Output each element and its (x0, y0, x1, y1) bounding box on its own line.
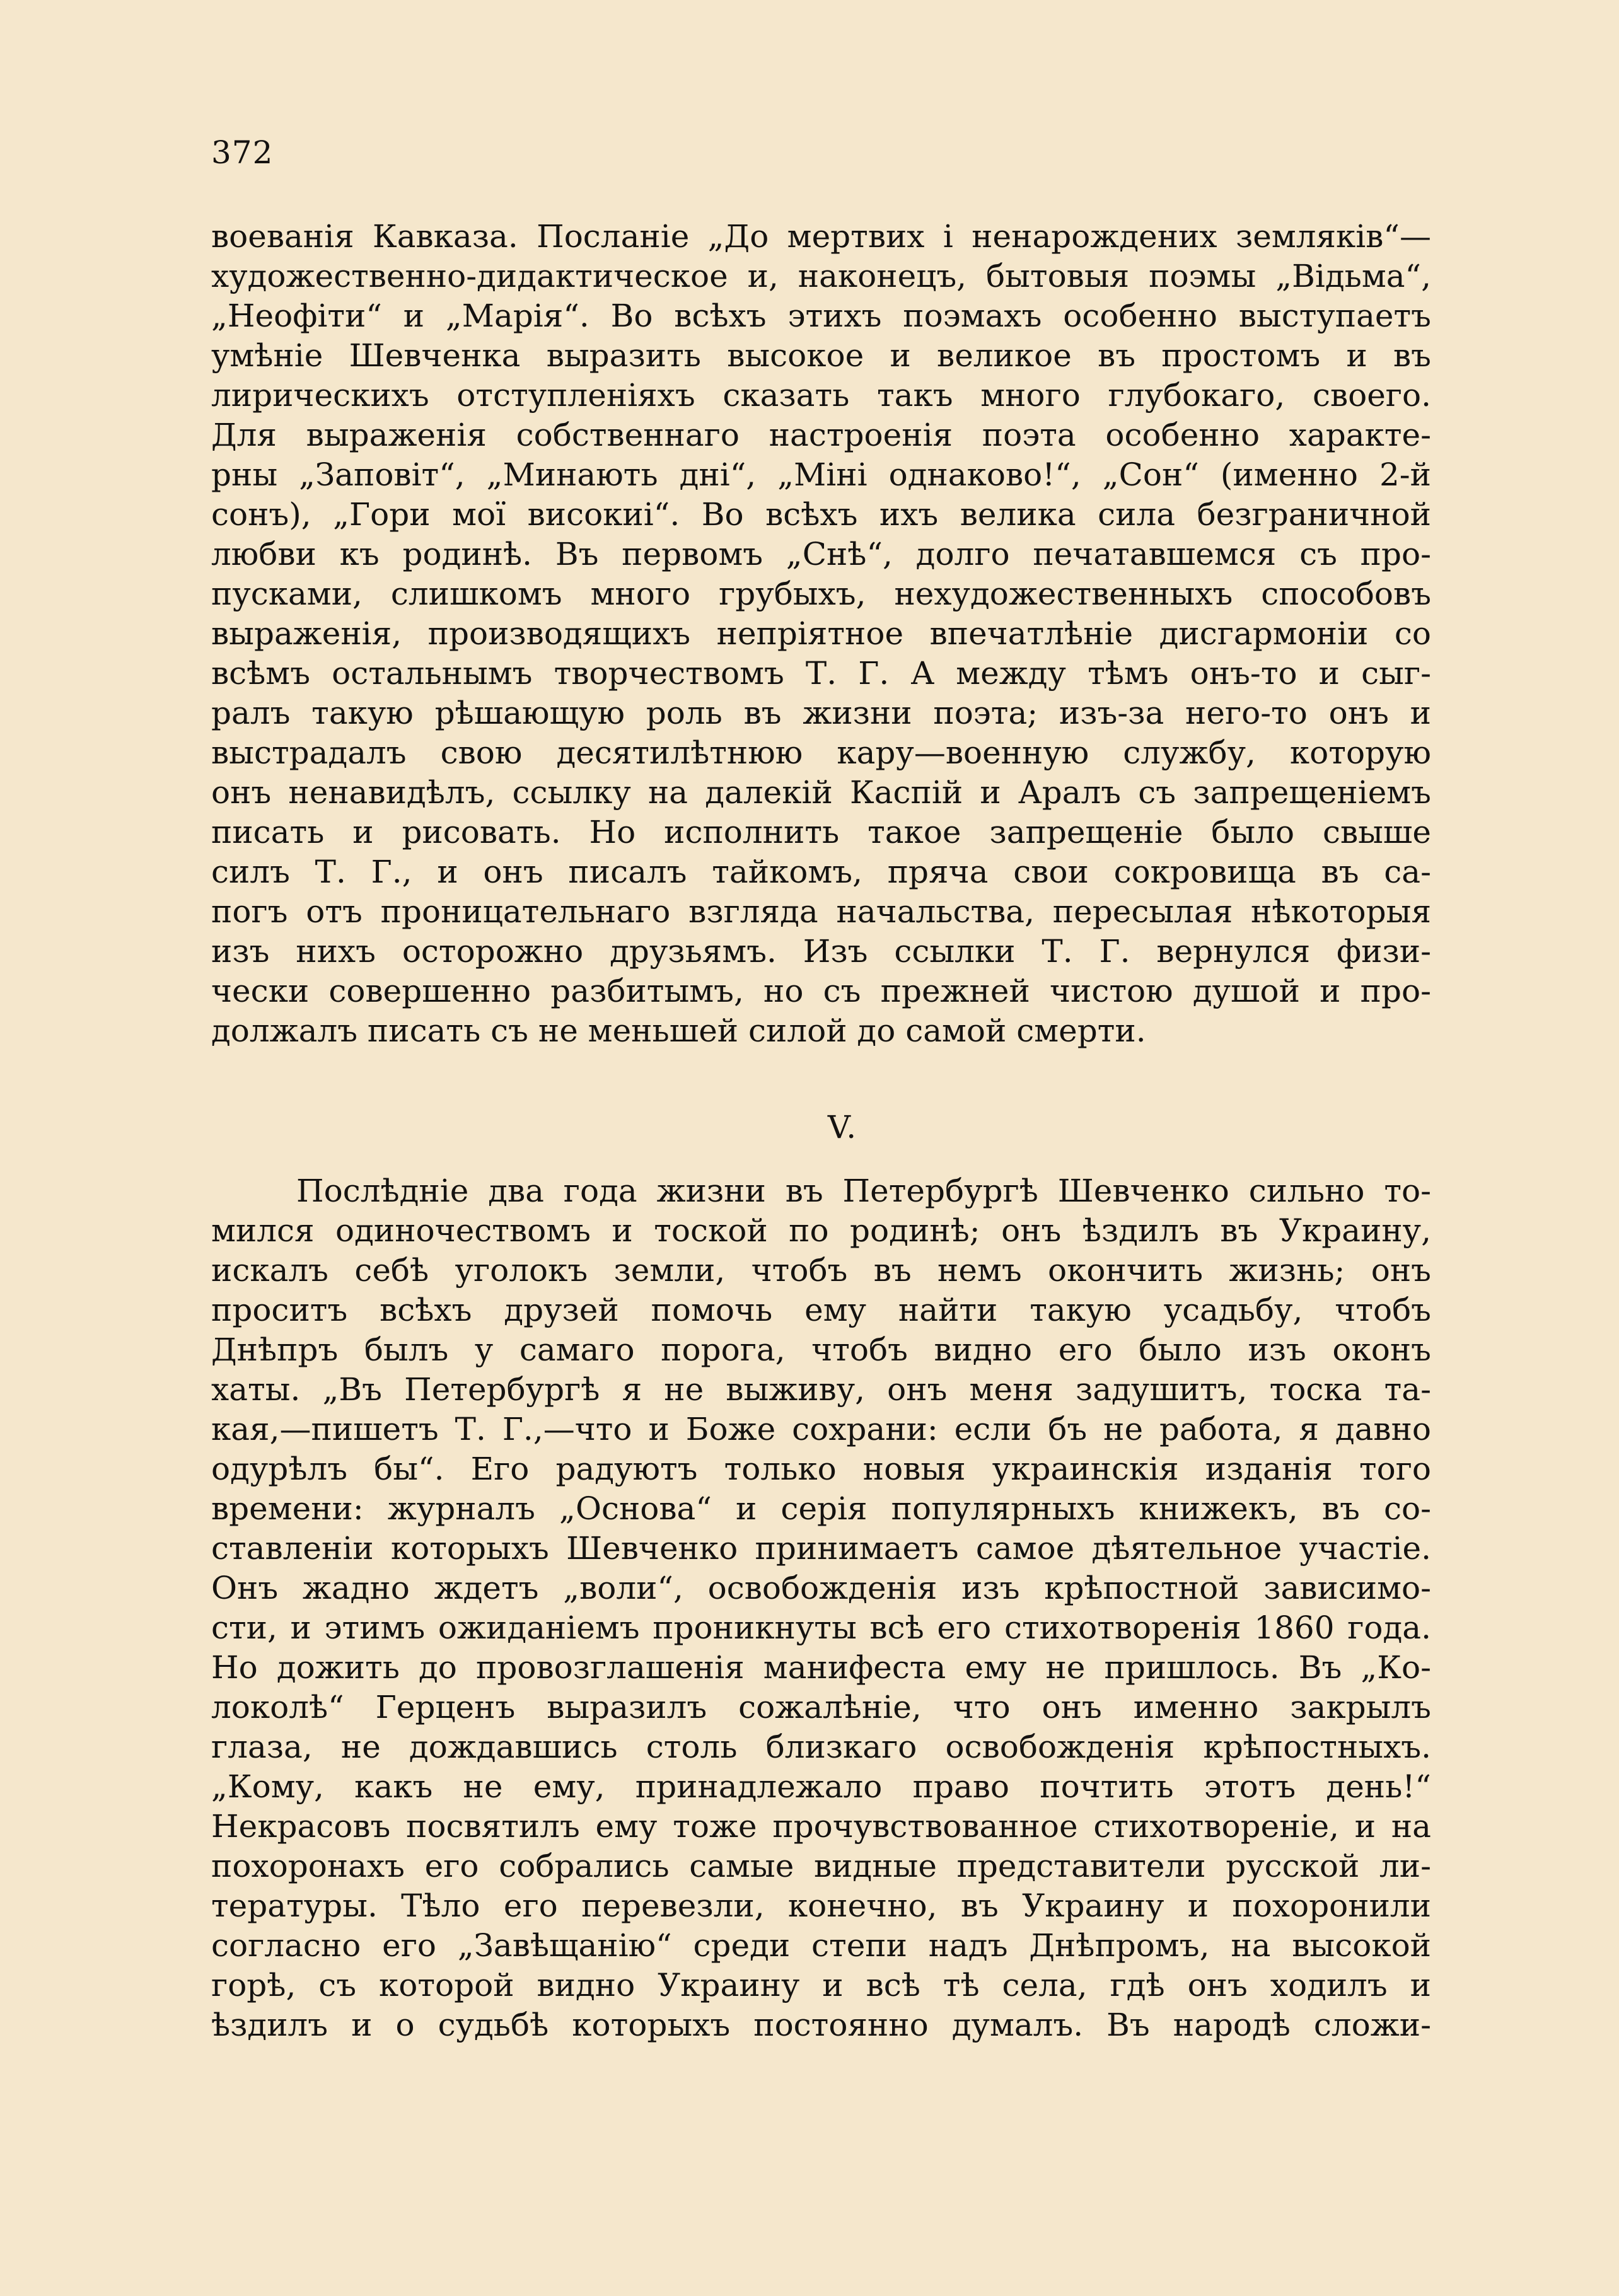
text-line: умѣніе Шевченка выразить высокое и великое въ простомъ и въ (211, 337, 1431, 374)
text-line: всѣмъ остальнымъ творчествомъ Т. Г. А между тѣмъ онъ-то и сыг- (211, 655, 1431, 692)
text-line: должалъ писать съ не меньшей силой до самой смерти. (211, 1012, 1146, 1049)
text-line: Послѣдніе два года жизни въ Петербургѣ Шевченко сильно то- (296, 1173, 1431, 1209)
text-line: ралъ такую рѣшающую роль въ жизни поэта; изъ-за него-то онъ и (211, 695, 1431, 731)
text-line: силъ Т. Г., и онъ писалъ тайкомъ, пряча свои сокровища въ са- (211, 854, 1431, 890)
text-line: хаты. „Въ Петербургѣ я не выживу, онъ меня задушитъ, тоска та- (211, 1371, 1431, 1408)
text-line: изъ нихъ осторожно друзьямъ. Изъ ссылки Т. Г. вернулся физи- (211, 933, 1431, 970)
text-line: ѣздилъ и о судьбѣ которыхъ постоянно думалъ. Въ народѣ сложи- (211, 2007, 1431, 2043)
text-line: похоронахъ его собрались самые видные представители русской ли- (211, 1848, 1431, 1884)
text-line: художественно-дидактическое и, наконецъ, бытовыя поэмы „Відьма“, (211, 258, 1431, 294)
text-line: времени: журналъ „Основа“ и серія популярныхъ книжекъ, въ со- (211, 1490, 1431, 1527)
page-number: 372 (211, 134, 274, 171)
text-line: „Кому, какъ не ему, принадлежало право почтить этотъ день!“ (211, 1768, 1431, 1805)
text-line: одурѣлъ бы“. Его радуютъ только новыя украинскія изданія того (211, 1451, 1431, 1487)
text-line: писать и рисовать. Но исполнить такое запрещеніе было свыше (211, 814, 1431, 850)
text-line: любви къ родинѣ. Въ первомъ „Снѣ“, долго печатавшемся съ про- (211, 536, 1431, 572)
text-line: глаза, не дождавшись столь близкаго освобожденія крѣпостныхъ. (211, 1729, 1431, 1765)
text-line: онъ ненавидѣлъ, ссылку на далекій Каспій и Аралъ съ запрещеніемъ (211, 774, 1431, 811)
text-line: искалъ себѣ уголокъ земли, чтобъ въ немъ окончить жизнь; онъ (211, 1252, 1431, 1289)
text-line: проситъ всѣхъ друзей помочь ему найти такую усадьбу, чтобъ (211, 1292, 1431, 1328)
text-line: Днѣпръ былъ у самаго порога, чтобъ видно его было изъ оконъ (211, 1331, 1431, 1368)
text-line: локолѣ“ Герценъ выразилъ сожалѣніе, что онъ именно закрылъ (211, 1689, 1431, 1725)
text-line: лирическихъ отступленіяхъ сказать такъ много глубокаго, своего. (211, 377, 1431, 414)
text-line: рны „Заповіт“, „Минають дні“, „Міні однаково!“, „Сон“ (именно 2-й (211, 456, 1431, 493)
text-line: выраженія, производящихъ непріятное впечатлѣніе дисгармоніи со (211, 615, 1431, 652)
text-line: Для выраженія собственнаго настроенія поэта особенно характе- (211, 417, 1431, 453)
text-line: чески совершенно разбитымъ, но съ прежней чистою душой и про- (211, 973, 1431, 1009)
text-line: „Неофіти“ и „Марія“. Во всѣхъ этихъ поэмахъ особенно выступаетъ (211, 298, 1431, 334)
text-line: ставленіи которыхъ Шевченко принимаетъ самое дѣятельное участіе. (211, 1530, 1431, 1567)
text-line: мился одиночествомъ и тоской по родинѣ; онъ ѣздилъ въ Украину, (211, 1212, 1431, 1249)
text-line: Но дожить до провозглашенія манифеста ему не пришлось. Въ „Ко- (211, 1649, 1431, 1686)
text-line: согласно его „Завѣщанію“ среди степи надъ Днѣпромъ, на высокой (211, 1927, 1431, 1964)
paragraph-2 (211, 1171, 1431, 2045)
text-line: пусками, слишкомъ много грубыхъ, нехудожественныхъ способовъ (211, 576, 1431, 612)
text-line: Некрасовъ посвятилъ ему тоже прочувствованное стихотвореніе, и на (211, 1808, 1431, 1845)
paragraph-1 (211, 217, 1431, 1051)
text-line: сти, и этимъ ожиданіемъ проникнуты всѣ его стихотворенія 1860 года. (211, 1609, 1431, 1646)
text-line: выстрадалъ свою десятилѣтнюю кару—военную службу, которую (211, 734, 1431, 771)
text-line: кая,—пишетъ Т. Г.,—что и Боже сохрани: если бъ не работа, я давно (211, 1411, 1431, 1447)
text-line: Онъ жадно ждетъ „воли“, освобожденія изъ крѣпостной зависимо- (211, 1570, 1431, 1606)
text-line: сонъ), „Гори мої високиі“. Во всѣхъ ихъ велика сила безграничной (211, 496, 1431, 533)
text-line: горѣ, съ которой видно Украину и всѣ тѣ села, гдѣ онъ ходилъ и (211, 1967, 1431, 2003)
text-line: погъ отъ проницательнаго взгляда начальства, пересылая нѣкоторыя (211, 893, 1431, 930)
section-heading: V. (827, 1109, 858, 1145)
text-line: тературы. Тѣло его перевезли, конечно, въ Украину и похоронили (211, 1887, 1431, 1924)
text-line: воеванія Кавказа. Посланіе „До мертвих і ненарождених земляків“— (211, 218, 1431, 255)
